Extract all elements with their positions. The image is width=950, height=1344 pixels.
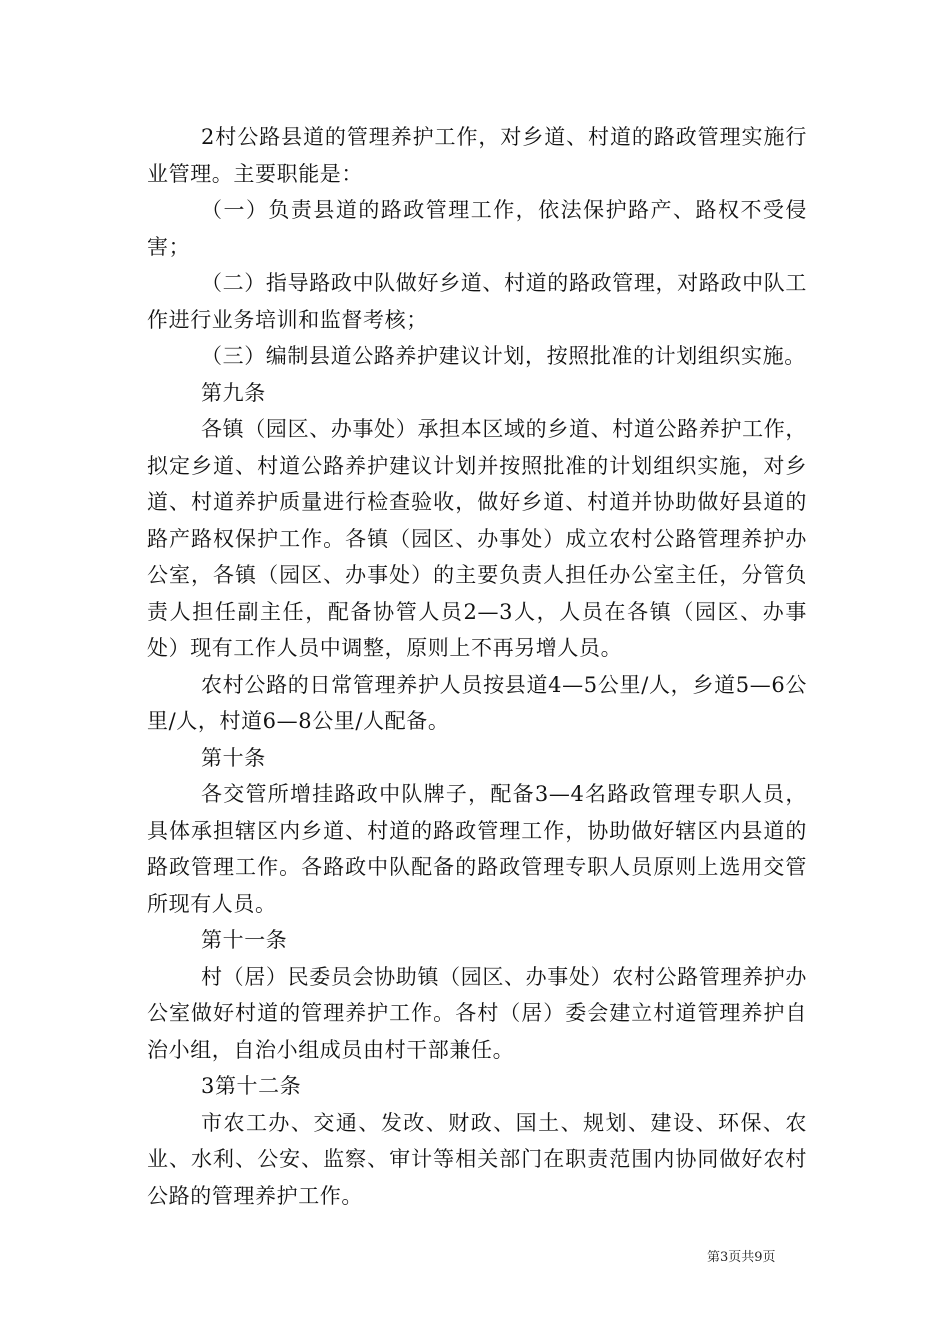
article-heading: 第十条: [201, 745, 266, 770]
document-body: [147, 119, 807, 1214]
paragraph: （三）编制县道公路养护建议计划，按照批准的计划组织实施。: [201, 344, 806, 368]
paragraph: 农村公路的日常管理养护人员按县道4—5公里/人，乡道5—6公里/人，村道6—8公里/人配备。: [147, 672, 807, 733]
paragraph: 2村公路县道的管理养护工作，对乡道、村道的路政管理实施行业管理。主要职能是：: [147, 125, 807, 186]
article-heading: 第十一条: [201, 928, 288, 952]
paragraph: （二）指导路政中队做好乡道、村道的路政管理，对路政中队工作进行业务培训和监督考核；: [147, 271, 807, 332]
page-number-footer: 第3页共9页: [707, 1250, 776, 1265]
paragraph: 各镇（园区、办事处）承担本区域的乡道、村道公路养护工作，拟定乡道、村道公路养护建议计划并按照批准的计划组织实施，对乡道、村道养护质量进行检查验收，做好乡道、村道并协助做好县道的路产路权保护工作。各镇（园区、办事处）成立农村公路管理养护办公室，各镇（园区、办事处）的主要负责人担任办公室主任，分管负责人担任副主任，配备协管人员2—3人，人员在各镇（园区、办事处）现有工作人员中调整，原则上不再另增人员。: [147, 417, 807, 660]
paragraph: 村（居）民委员会协助镇（园区、办事处）农村公路管理养护办公室做好村道的管理养护工作。各村（居）委会建立村道管理养护自治小组，自治小组成员由村干部兼任。: [147, 964, 807, 1062]
paragraph: 市农工办、交通、发改、财政、国土、规划、建设、环保、农业、水利、公安、监察、审计等相关部门在职责范围内协同做好农村公路的管理养护工作。: [147, 1110, 807, 1208]
paragraph: 各交管所增挂路政中队牌子，配备3—4名路政管理专职人员，具体承担辖区内乡道、村道的路政管理工作，协助做好辖区内县道的路政管理工作。各路政中队配备的路政管理专职人员原则上选用交管所现有人员。: [147, 782, 807, 916]
article-heading: 3第十二条: [201, 1074, 302, 1098]
article-heading: 第九条: [201, 380, 266, 405]
paragraph: （一）负责县道的路政管理工作，依法保护路产、路权不受侵害；: [147, 198, 807, 259]
